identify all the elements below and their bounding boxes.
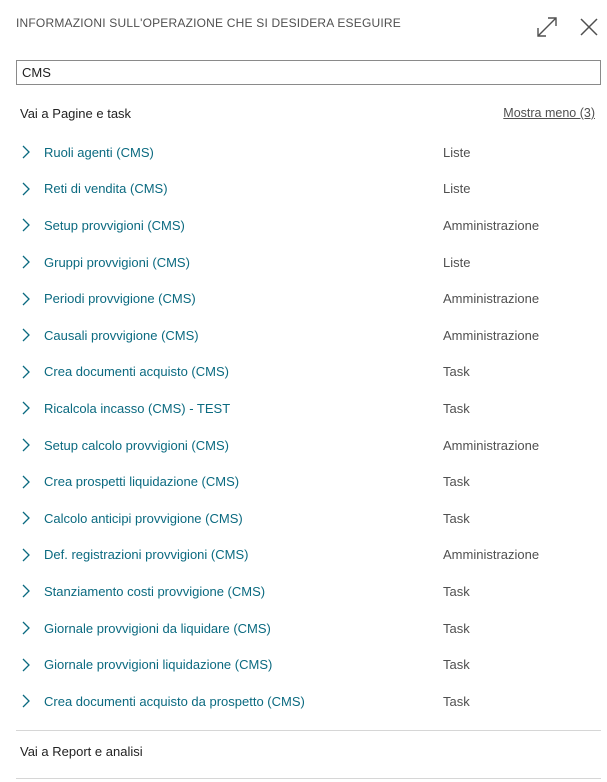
chevron-right-icon[interactable] (20, 658, 32, 672)
list-item[interactable] (16, 390, 601, 427)
list-item-category: Liste (443, 181, 471, 197)
list-item-label[interactable]: Calcolo anticipi provvigione (CMS) (44, 510, 243, 526)
list-item[interactable] (16, 463, 601, 500)
list-item-label[interactable]: Gruppi provvigioni (CMS) (44, 254, 190, 270)
list-item[interactable] (16, 427, 601, 464)
list-item-category: Task (443, 364, 470, 380)
close-button[interactable] (576, 14, 602, 40)
chevron-right-icon[interactable] (20, 475, 32, 489)
list-item-label[interactable]: Crea prospetti liquidazione (CMS) (44, 474, 240, 490)
reports-section-title[interactable]: Vai a Report e analisi (20, 744, 143, 759)
list-item[interactable] (16, 207, 601, 244)
chevron-right-icon[interactable] (20, 584, 32, 598)
list-item-category: Amministrazione (443, 547, 540, 563)
list-item-category: Task (443, 474, 470, 490)
chevron-right-icon[interactable] (20, 511, 32, 525)
chevron-right-icon[interactable] (20, 328, 32, 342)
list-item[interactable] (16, 134, 601, 171)
chevron-right-icon[interactable] (20, 145, 32, 159)
list-item-label[interactable]: Giornale provvigioni liquidazione (CMS) (44, 657, 273, 673)
list-item-category: Liste (443, 144, 471, 160)
list-item-label[interactable]: Giornale provvigioni da liquidare (CMS) (44, 620, 271, 636)
list-item-category: Task (443, 620, 470, 636)
list-item-category: Task (443, 693, 470, 709)
list-item[interactable] (16, 354, 601, 391)
list-item-category: Amministrazione (443, 327, 540, 343)
list-item-label[interactable]: Setup provvigioni (CMS) (44, 217, 185, 233)
list-item[interactable] (16, 500, 601, 537)
list-item-label[interactable]: Crea documenti acquisto (CMS) (44, 364, 229, 380)
expand-button[interactable] (534, 14, 560, 40)
list-item-label[interactable]: Ricalcola incasso (CMS) - TEST (44, 400, 231, 416)
chevron-right-icon[interactable] (20, 694, 32, 708)
section-divider (16, 730, 601, 731)
list-item-label[interactable]: Def. registrazioni provvigioni (CMS) (44, 547, 249, 563)
list-item-category: Amministrazione (443, 217, 540, 233)
list-item-category: Liste (443, 254, 471, 270)
close-icon (579, 17, 599, 37)
chevron-right-icon[interactable] (20, 292, 32, 306)
list-item[interactable] (16, 610, 601, 647)
list-item-label[interactable]: Crea documenti acquisto da prospetto (CMS) (44, 693, 305, 709)
list-item[interactable] (16, 573, 601, 610)
list-item-label[interactable]: Periodi provvigione (CMS) (44, 291, 196, 307)
expand-icon (536, 16, 558, 38)
search-input[interactable] (16, 60, 601, 85)
list-item-label[interactable]: Stanziamento costi provvigione (CMS) (44, 583, 266, 599)
list-item-label[interactable]: Setup calcolo provvigioni (CMS) (44, 437, 229, 453)
show-less-link[interactable]: Mostra meno (3) (503, 106, 595, 120)
pages-task-list (16, 134, 601, 720)
chevron-right-icon[interactable] (20, 548, 32, 562)
chevron-right-icon[interactable] (20, 218, 32, 232)
list-item[interactable] (16, 646, 601, 683)
list-item[interactable] (16, 683, 601, 720)
list-item[interactable] (16, 171, 601, 208)
list-item-label[interactable]: Reti di vendita (CMS) (44, 181, 168, 197)
list-item-category: Task (443, 400, 470, 416)
section-divider-bottom (16, 778, 601, 779)
list-item-label[interactable]: Ruoli agenti (CMS) (44, 144, 154, 160)
list-item[interactable] (16, 280, 601, 317)
chevron-right-icon[interactable] (20, 182, 32, 196)
list-item[interactable] (16, 537, 601, 574)
list-item-category: Task (443, 583, 470, 599)
chevron-right-icon[interactable] (20, 621, 32, 635)
chevron-right-icon[interactable] (20, 255, 32, 269)
chevron-right-icon[interactable] (20, 401, 32, 415)
list-item-category: Task (443, 510, 470, 526)
chevron-right-icon[interactable] (20, 365, 32, 379)
page-header-title: INFORMAZIONI SULL'OPERAZIONE CHE SI DESIDERA ESEGUIRE (16, 16, 401, 30)
list-item-category: Task (443, 657, 470, 673)
list-item[interactable] (16, 317, 601, 354)
list-item[interactable] (16, 244, 601, 281)
list-item-label[interactable]: Causali provvigione (CMS) (44, 327, 199, 343)
chevron-right-icon[interactable] (20, 438, 32, 452)
pages-section-title: Vai a Pagine e task (20, 106, 132, 121)
list-item-category: Amministrazione (443, 291, 540, 307)
list-item-category: Amministrazione (443, 437, 540, 453)
